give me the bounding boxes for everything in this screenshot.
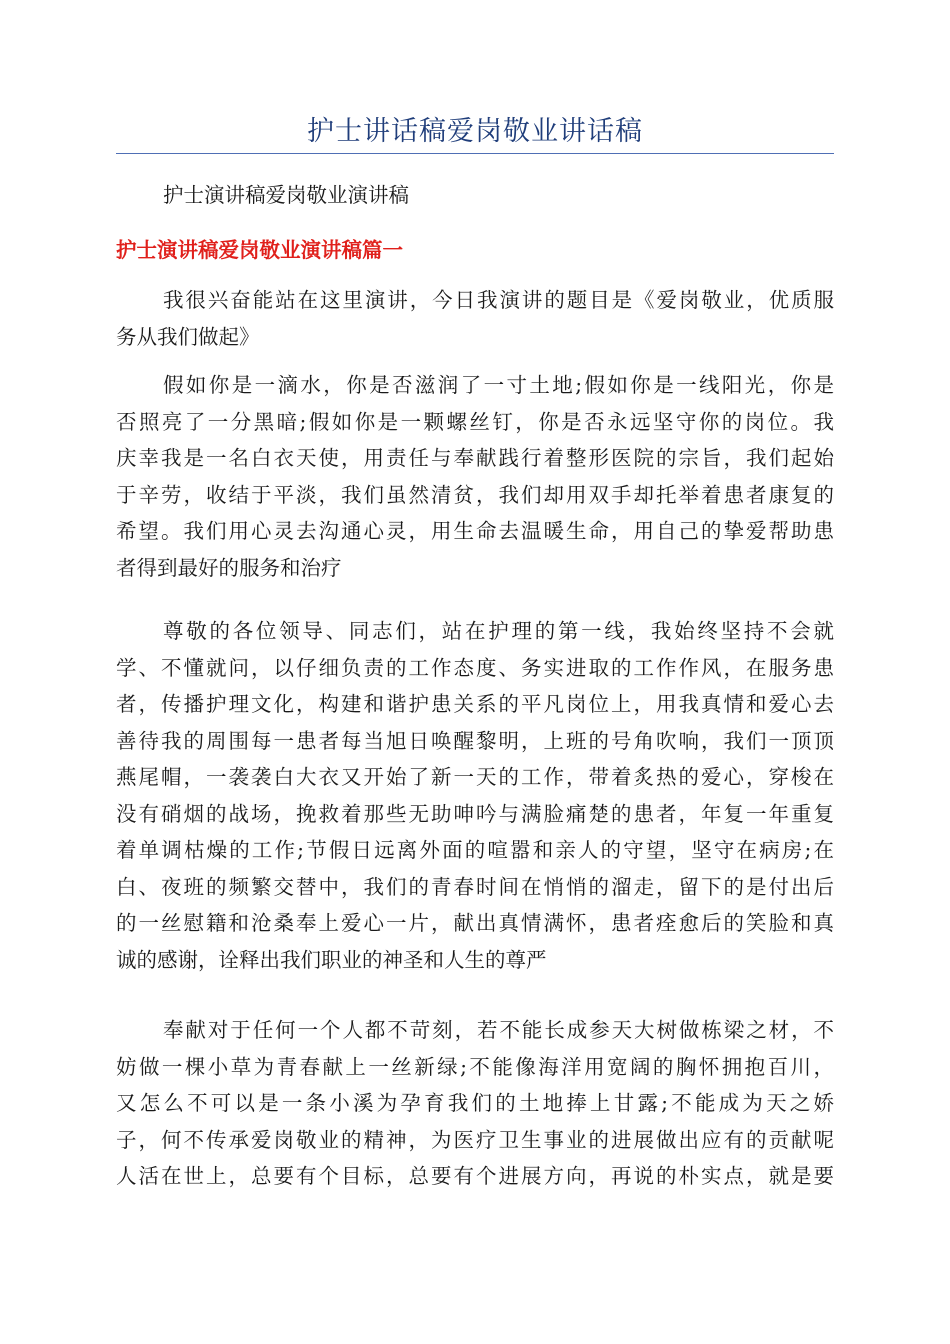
- paragraph-line: 奉献对于任何一个人都不苛刻，若不能长成参天大树做栋梁之材，不: [163, 1018, 834, 1042]
- paragraph-4: [116, 1012, 834, 1195]
- paragraph-line: 的一丝慰籍和沧桑奉上爱心一片，献出真情满怀，患者痊愈后的笑脸和真: [116, 911, 834, 935]
- paragraph-line: 诚的感谢，诠释出我们职业的神圣和人生的尊严: [116, 947, 547, 972]
- paragraph-line: 我很兴奋能站在这里演讲，今日我演讲的题目是《爱岗敬业，优质服: [163, 288, 834, 312]
- paragraph-line: 又怎么不可以是一条小溪为孕育我们的土地捧上甘露;不能成为天之娇: [116, 1091, 834, 1115]
- paragraph-line: 否照亮了一分黑暗;假如你是一颗螺丝钉，你是否永远坚守你的岗位。我: [116, 409, 834, 434]
- paragraph-line: 假如你是一滴水，你是否滋润了一寸土地;假如你是一线阳光，你是: [163, 373, 834, 397]
- paragraph-line: 子，何不传承爱岗敬业的精神，为医疗卫生事业的进展做出应有的贡献呢: [116, 1127, 834, 1152]
- paragraph-2: [116, 367, 834, 586]
- paragraph-line: 庆幸我是一名白衣天使，用责任与奉献践行着整形医院的宗旨，我们起始: [116, 446, 834, 470]
- paragraph-line: 着单调枯燥的工作;节假日远离外面的喧嚣和亲人的守望，坚守在病房;在: [116, 838, 834, 862]
- paragraph-1: [116, 282, 834, 355]
- paragraph-line: 没有硝烟的战场，挽救着那些无助呻吟与满脸痛楚的患者，年复一年重复: [116, 801, 834, 826]
- paragraph-line: 妨做一棵小草为青春献上一丝新绿;不能像海洋用宽阔的胸怀拥抱百川，: [116, 1054, 834, 1079]
- paragraph-line: 燕尾帽，一袭袭白大衣又开始了新一天的工作，带着炙热的爱心，穿梭在: [116, 765, 834, 789]
- paragraph-line: 于辛劳，收结于平淡，我们虽然清贫，我们却用双手却托举着患者康复的: [116, 482, 834, 507]
- paragraph-line: 人活在世上，总要有个目标，总要有个进展方向，再说的朴实点，就是要: [116, 1164, 834, 1188]
- section-heading: 护士演讲稿爱岗敬业演讲稿篇一: [116, 238, 403, 262]
- paragraph-line: 希望。我们用心灵去沟通心灵，用生命去温暖生命，用自己的挚爱帮助患: [116, 519, 834, 543]
- paragraph-line: 善待我的周围每一患者每当旭日唤醒黎明，上班的号角吹响，我们一顶顶: [116, 728, 834, 753]
- paragraph-line: 者，传播护理文化，构建和谐护患关系的平凡岗位上，用我真情和爱心去: [116, 692, 834, 716]
- paragraph-line: 学、不懂就问，以仔细负责的工作态度、务实进取的工作作风，在服务患: [116, 655, 834, 680]
- title-underline: [116, 153, 834, 154]
- paragraph-line: 者得到最好的服务和治疗: [116, 555, 342, 580]
- document-subtitle: 护士演讲稿爱岗敬业演讲稿: [163, 183, 409, 207]
- paragraph-line: 尊敬的各位领导、同志们，站在护理的第一线，我始终坚持不会就: [163, 619, 834, 643]
- document-title: 护士讲话稿爱岗敬业讲话稿: [307, 116, 643, 147]
- paragraph-line: 白、夜班的频繁交替中，我们的青春时间在悄悄的溜走，留下的是付出后: [116, 874, 834, 899]
- paragraph-line: 务从我们做起》: [116, 324, 260, 349]
- paragraph-3: [116, 613, 834, 978]
